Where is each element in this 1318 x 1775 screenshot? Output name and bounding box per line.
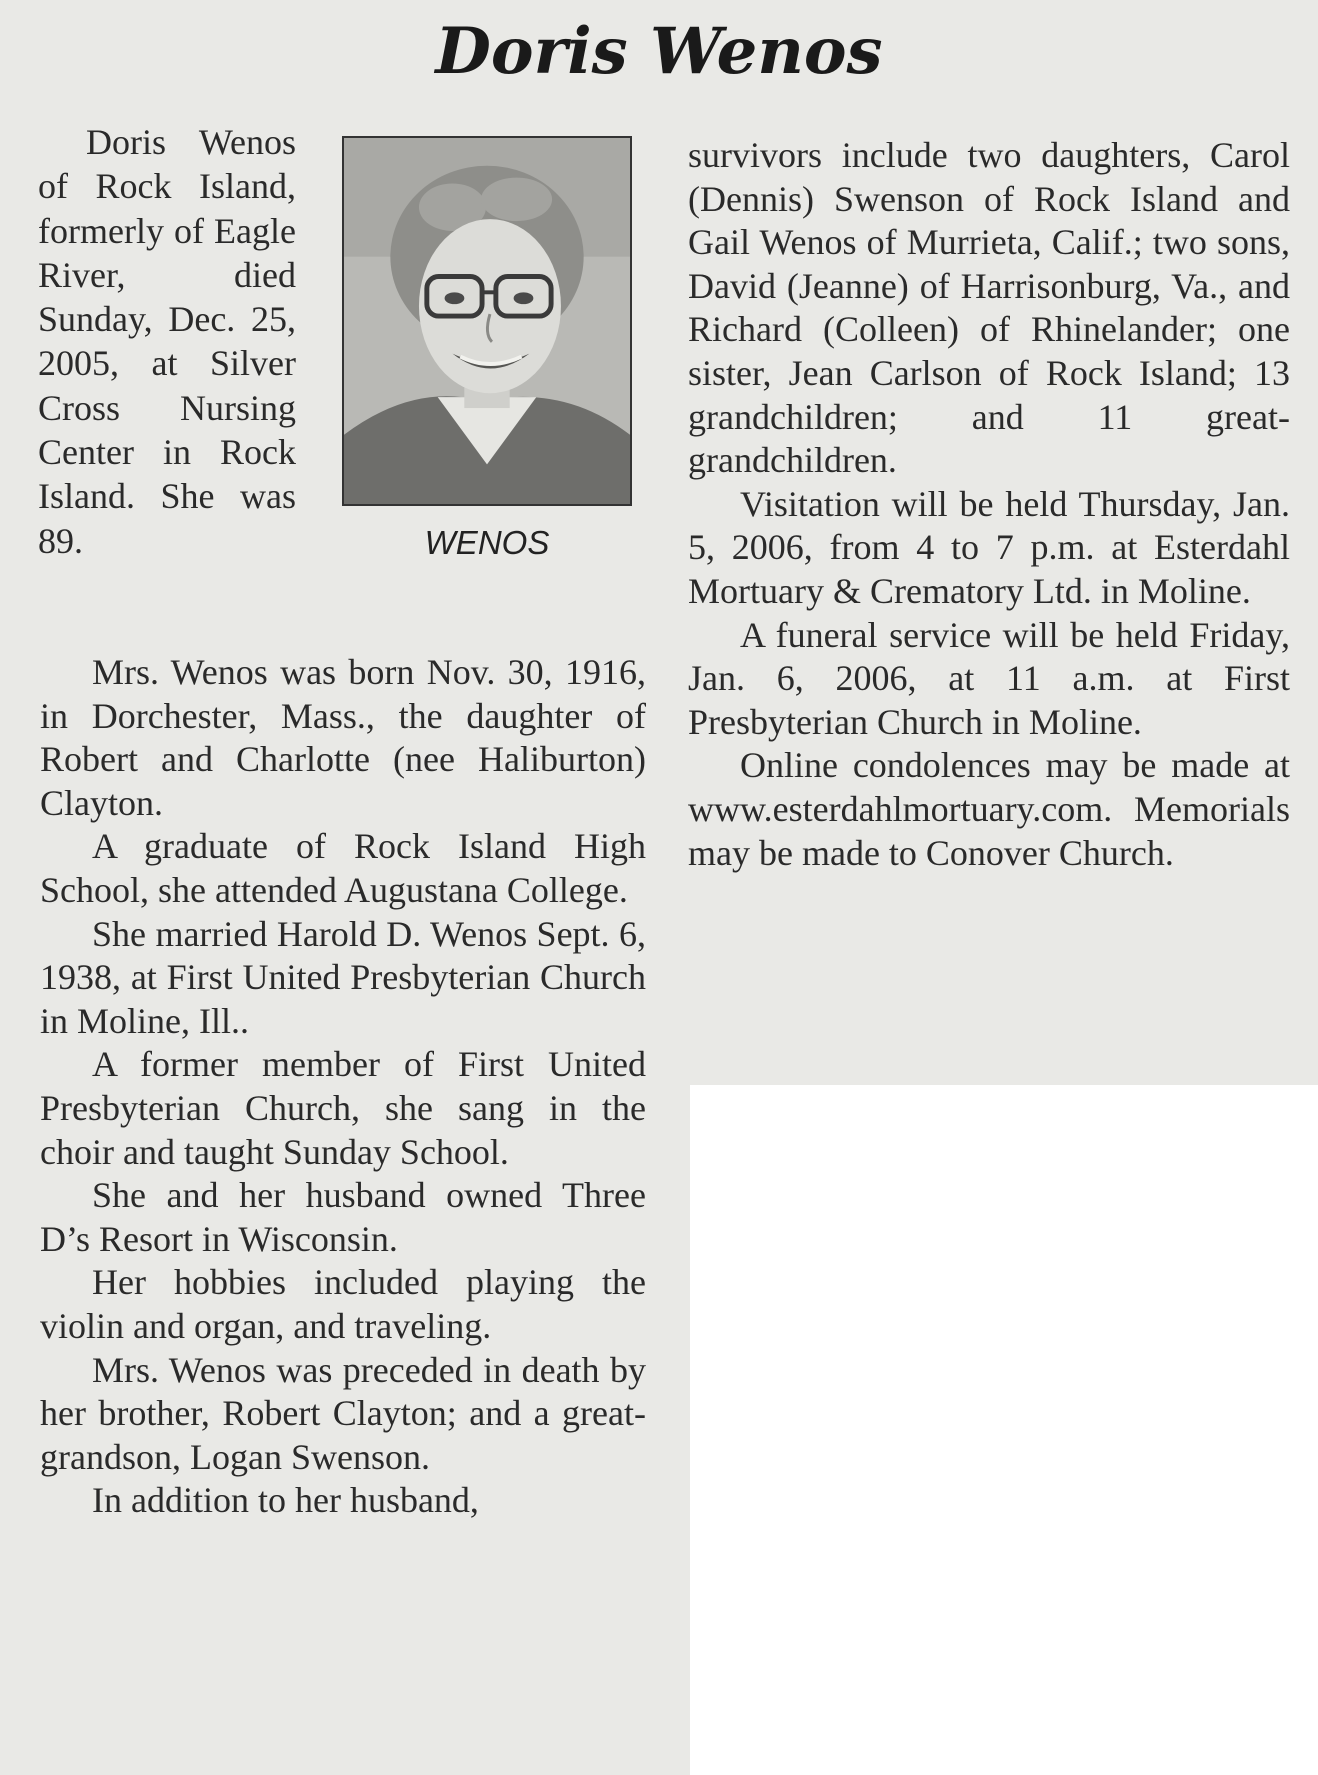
paragraph-church: A former member of First United Presbyterian Church, she sang in the choir and taught Sunday School. (40, 1044, 646, 1172)
paragraph-education: A graduate of Rock Island High School, she attended Augustana College. (40, 826, 646, 910)
intro-column (38, 120, 296, 563)
paragraph-resort: She and her husband owned Three D’s Resort in Wisconsin. (40, 1175, 646, 1259)
paragraph-funeral: A funeral service will be held Friday, Jan. 6, 2006, at 11 a.m. at First Presbyterian Church in Moline. (688, 614, 1290, 742)
obituary-headline: Doris Wenos (435, 14, 883, 89)
paragraph-birth: Mrs. Wenos was born Nov. 30, 1916, in Dorchester, Mass., the daughter of Robert and Charlotte (nee Haliburton) Clayton. (40, 652, 646, 823)
paragraph-visitation: Visitation will be held Thursday, Jan. 5, 2006, from 4 to 7 p.m. at Esterdahl Mortuary & Crematory Ltd. in Moline. (688, 483, 1290, 611)
portrait-photo-image (344, 138, 630, 504)
paragraph-preceded: Mrs. Wenos was preceded in death by her brother, Robert Clayton; and a great-grandson, Logan Swenson. (40, 1349, 646, 1477)
paragraph-marriage: She married Harold D. Wenos Sept. 6, 1938, at First United Presbyterian Church in Moline, Ill.. (40, 913, 646, 1041)
portrait-photo (342, 136, 632, 506)
paragraph-survivors-start: In addition to her husband, (92, 1480, 479, 1521)
right-column (688, 134, 1290, 875)
paragraph-condolences: Online condolences may be made at www.esterdahlmortuary.com. Memorials may be made to Conover Church. (688, 745, 1290, 873)
paragraph-hobbies: Her hobbies included playing the violin and organ, and traveling. (40, 1262, 646, 1346)
left-column (40, 651, 646, 1523)
paragraph-survivors: survivors include two daughters, Carol (Dennis) Swenson of Rock Island and Gail Wenos of Murrieta, Calif.; two sons, David (Jeanne) of Harrisonburg, Va., and Richard (Colleen) of Rhinelander; one sister, Jean Carlson of Rock Island; 13 grandchildren; and 11 great-grandchildren. (688, 135, 1290, 481)
intro-paragraph: Doris Wenos of Rock Island, formerly of Eagle River, died Sunday, Dec. 25, 2005, at Silver Cross Nursing Center in Rock Island. She was 89. (38, 122, 296, 561)
photo-caption: WENOS (424, 524, 550, 561)
